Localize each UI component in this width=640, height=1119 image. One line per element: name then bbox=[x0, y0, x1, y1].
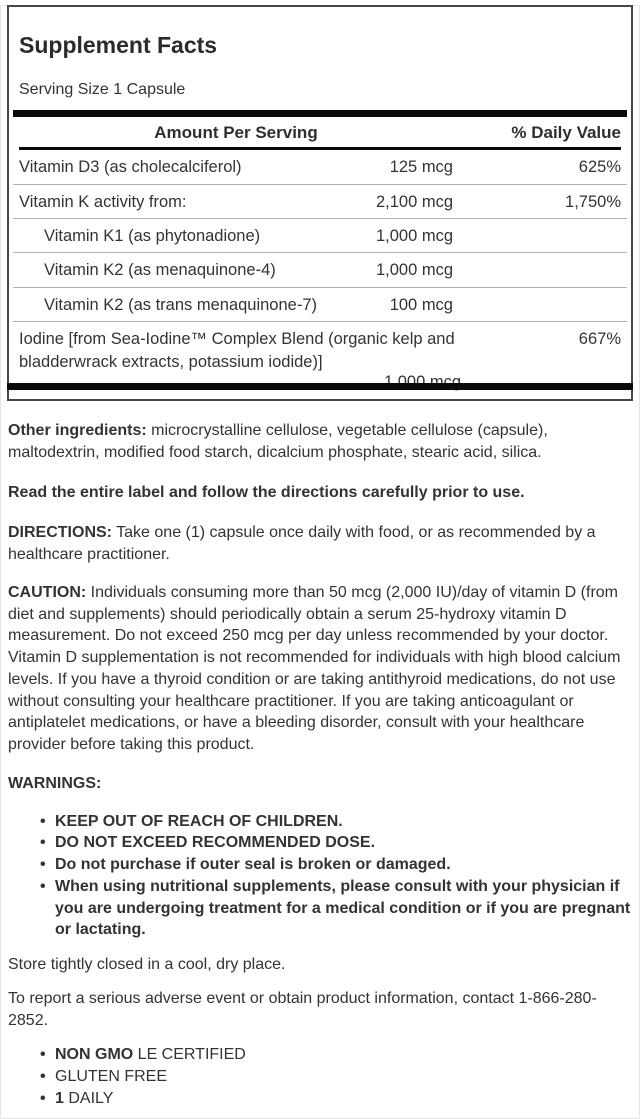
badge-item bbox=[38, 1088, 632, 1110]
other-ingredients bbox=[8, 420, 632, 464]
warning-item: • When using nutritional supplements, please consult with your physician if you are undergoing treatment for a medical condition or if you are pregnant or lactating. bbox=[38, 876, 632, 941]
table-row bbox=[19, 288, 621, 321]
caution bbox=[8, 582, 632, 756]
ingredient-daily-value: 667% bbox=[578, 330, 621, 349]
badge-text: LE CERTIFIED bbox=[133, 1046, 246, 1064]
table-row bbox=[19, 253, 621, 286]
supplement-facts-panel bbox=[7, 5, 633, 401]
table-row bbox=[19, 185, 621, 218]
ingredient-name: Vitamin K activity from: bbox=[19, 192, 187, 211]
product-badges-list bbox=[8, 1044, 632, 1109]
serving-size: Serving Size 1 Capsule bbox=[19, 81, 186, 99]
table-header bbox=[19, 117, 621, 150]
warning-item: • KEEP OUT OF REACH OF CHILDREN. bbox=[38, 811, 632, 833]
badge-item bbox=[38, 1066, 632, 1088]
table-row bbox=[19, 150, 621, 183]
ingredient-amount: 1,000 mcg bbox=[375, 261, 453, 280]
badge-text: GLUTEN FREE bbox=[55, 1068, 168, 1085]
warnings-heading: WARNINGS: bbox=[8, 774, 102, 792]
storage-instructions: Store tightly closed in a cool, dry place. bbox=[8, 956, 286, 973]
other-ingredients-label: Other ingredients: bbox=[8, 422, 147, 439]
ingredient-name: Vitamin K1 (as phytonadione) bbox=[44, 227, 261, 246]
thick-rule-top bbox=[13, 110, 627, 117]
ingredient-amount: 1,000 mcg bbox=[375, 227, 453, 246]
caution-label: CAUTION: bbox=[8, 583, 87, 601]
read-label-notice: Read the entire label and follow the directions carefully prior to use. bbox=[8, 483, 525, 501]
badge-bold-text: 1 bbox=[55, 1089, 64, 1107]
badge-item bbox=[38, 1044, 632, 1066]
directions bbox=[8, 522, 632, 566]
badge-bold-text: NON GMO bbox=[55, 1046, 134, 1064]
warning-item: • DO NOT EXCEED RECOMMENDED DOSE. bbox=[38, 832, 632, 854]
ingredient-name: Vitamin K2 (as trans menaquinone-7) bbox=[44, 295, 318, 314]
other-ingredients-text: microcrystalline cellulose, vegetable cellulose (capsule), maltodextrin, modified food starch, dicalcium phosphate, stearic acid, silica. bbox=[8, 422, 548, 461]
adverse-event-contact: To report a serious adverse event or obtain product information, contact 1-866-280-2852. bbox=[8, 989, 597, 1029]
ingredient-daily-value: 1,750% bbox=[565, 192, 621, 211]
directions-label: DIRECTIONS: bbox=[8, 524, 112, 542]
table-row bbox=[19, 219, 621, 252]
ingredient-amount: 2,100 mcg bbox=[375, 192, 453, 211]
ingredient-name: Vitamin D3 (as cholecalciferol) bbox=[19, 158, 242, 177]
ingredient-name: Vitamin K2 (as menaquinone-4) bbox=[44, 261, 276, 280]
ingredient-amount: 100 mcg bbox=[389, 295, 453, 314]
ingredient-daily-value: 625% bbox=[578, 158, 621, 177]
column-header-daily-value: % Daily Value bbox=[511, 123, 621, 143]
thick-rule-bottom bbox=[7, 383, 633, 390]
ingredient-name: Iodine [from Sea-Iodine™ Complex Blend (organic kelp and bladderwrack extracts, potassium iodide)] bbox=[19, 330, 455, 371]
column-header-amount: Amount Per Serving bbox=[154, 123, 318, 143]
ingredient-amount: 125 mcg bbox=[389, 158, 453, 177]
warning-item: • Do not purchase if outer seal is broken or damaged. bbox=[38, 854, 632, 876]
caution-text: Individuals consuming more than 50 mcg (2,000 IU)/day of vitamin D (from diet and supplements) should periodically obtain a serum 25-hydroxy vitamin D measurement. Do not exceed 250 mcg per day unless recommended by your doctor. Vitamin D supplementation is not recommended for individuals with high blood calcium levels. If you have a thyroid condition or are taking antithyroid medications, do not use without consulting your healthcare practitioner. If you are taking anticoagulant or antiplatelet medications, or have a bleeding disorder, consult with your healthcare provider before taking this product. bbox=[8, 583, 621, 753]
directions-text: Take one (1) capsule once daily with food, or as recommended by a healthcare practitioner. bbox=[8, 524, 596, 563]
label-text-sections bbox=[8, 420, 632, 1110]
badge-text: DAILY bbox=[63, 1089, 114, 1107]
panel-title: Supplement Facts bbox=[19, 32, 218, 58]
warnings-list bbox=[8, 811, 632, 942]
